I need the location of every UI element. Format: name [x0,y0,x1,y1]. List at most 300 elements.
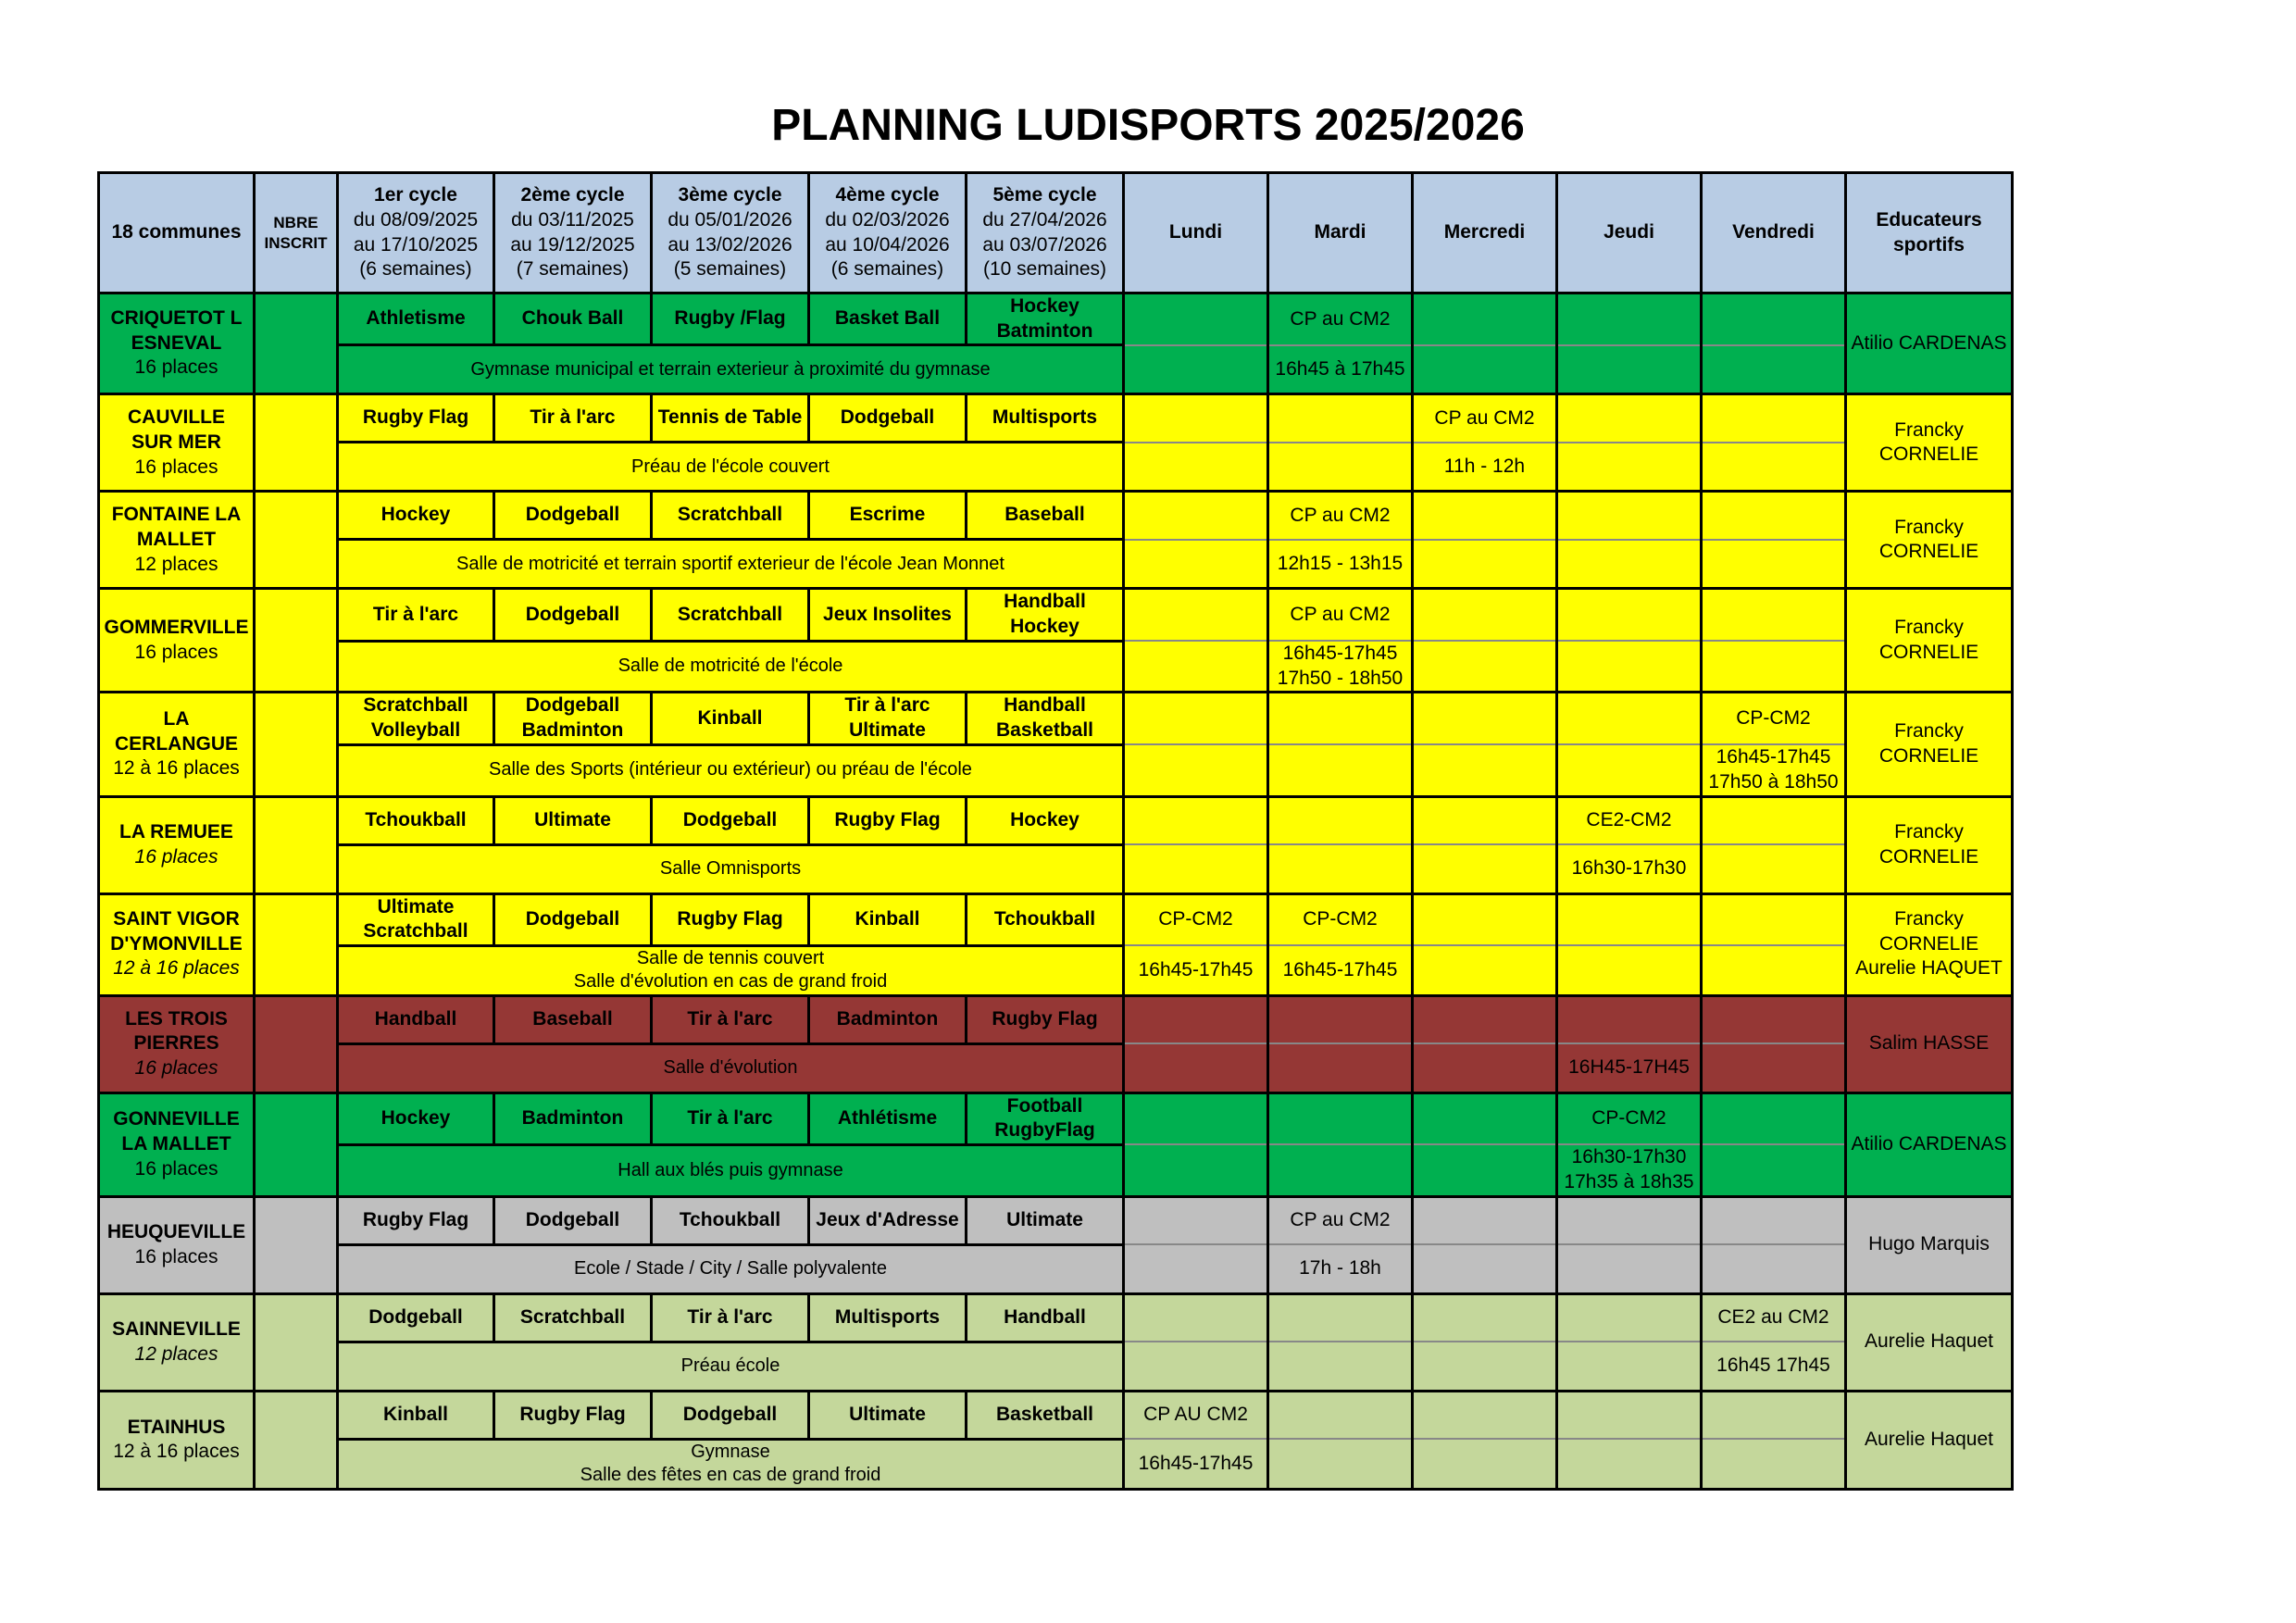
activity-name: Rugby Flag [362,1208,469,1230]
day-slot-time [1124,1342,1268,1391]
slot-level: CP AU CM2 [1143,1404,1248,1426]
activity-cell [494,293,652,345]
activity-cell [652,1092,809,1144]
header-educators-line: Educateurs [1876,208,1982,231]
day-slot-time [1557,744,1702,796]
commune-cell [99,1293,255,1391]
nbre-inscrit-cell [255,995,338,1092]
activity-name: Rugby Flag [992,1007,1098,1030]
nbre-inscrit-cell [255,693,338,796]
day-slot-time [1557,1342,1702,1391]
day-slot-level [1557,1391,1702,1439]
activity-name: Scratchball [363,920,468,943]
header-cycle [338,173,494,293]
day-slot-level [1413,1391,1557,1439]
day-slot-time [1702,945,1846,995]
day-slot-time [1268,1342,1413,1391]
commune-places: 16 places [134,456,218,478]
activity-cell [338,796,494,844]
commune-places: 12 places [134,553,218,575]
commune-name: SAINNEVILLE [112,1318,241,1341]
slot-time: 17h35 à 18h35 [1564,1171,1694,1193]
activity-cell [338,995,494,1043]
activity-name: Batminton [996,319,1093,342]
day-slot-level [1124,1391,1268,1439]
commune-places: 12 à 16 places [113,757,240,780]
commune-cell [99,893,255,995]
day-slot-time [1124,744,1268,796]
activity-name: Kinball [382,1403,448,1425]
commune-row [99,1391,2013,1439]
activity-name: Tennis de Table [657,406,803,429]
commune-row [99,394,2013,443]
activity-cell [652,893,809,945]
activity-cell [494,796,652,844]
slot-level: CP au CM2 [1290,603,1391,625]
slot-time: 16h30-17h30 [1571,1146,1687,1168]
day-slot-time [1268,1439,1413,1489]
educator-name: Francky [1894,516,1964,538]
activity-name: Volleyball [370,719,461,742]
day-slot-time [1557,540,1702,589]
header-educators [1846,173,2013,293]
day-slot-time [1268,345,1413,394]
day-slot-time [1413,844,1557,893]
activity-cell [652,693,809,744]
commune-places: 16 places [134,845,218,868]
venue-cell [338,443,1124,492]
day-slot-time [1702,443,1846,492]
educator-cell [1846,293,2013,394]
day-slot-time [1702,1439,1846,1489]
day-slot-time [1124,1244,1268,1293]
activity-name: Hockey [1010,295,1079,317]
activity-name: Jeux d'Adresse [816,1208,959,1230]
day-slot-time [1124,641,1268,693]
educator-name: Francky [1894,418,1964,441]
day-slot-time [1413,945,1557,995]
activity-cell [809,995,967,1043]
day-slot-level [1268,693,1413,744]
activity-name: Tir à l'arc [844,694,930,717]
activity-cell [494,1092,652,1144]
activity-name: Rugby Flag [677,907,783,930]
header-cycle [967,173,1124,293]
day-slot-time [1124,540,1268,589]
activity-cell [494,394,652,443]
activity-name: Dodgeball [368,1305,463,1328]
day-slot-time [1557,1043,1702,1092]
activity-name: Baseball [532,1007,613,1030]
venue-cell [338,641,1124,693]
activity-name: Rugby Flag [834,808,941,830]
activity-cell [809,1092,967,1144]
activity-name: Kinball [697,706,763,729]
day-slot-time [1413,345,1557,394]
day-slot-level [1124,995,1268,1043]
cycle-weeks: (7 semaines) [516,258,630,281]
commune-cell [99,394,255,492]
venue-line: Gymnase [691,1441,770,1462]
commune-cell [99,1196,255,1293]
slot-time: 16h45-17h45 [1282,643,1398,665]
activity-name: Tir à l'arc [687,1007,773,1030]
day-slot-level [1557,693,1702,744]
commune-row [99,1293,2013,1342]
day-slot-level [1413,893,1557,945]
activity-cell [338,1391,494,1439]
planning-table [97,171,2014,1491]
activity-name: Athlétisme [837,1106,938,1129]
commune-name: GOMMERVILLE [104,617,249,639]
slot-level: CP-CM2 [1158,908,1233,930]
activity-name: Multisports [834,1305,941,1328]
educator-name: CORNELIE [1878,443,1979,466]
commune-venue-row [99,540,2013,589]
activity-name: Hockey [1010,615,1079,637]
day-slot-level [1268,1196,1413,1244]
activity-name: Badminton [521,719,624,742]
activity-cell [494,1391,652,1439]
venue-line: Salle des Sports (intérieur ou extérieur) ou préau de l'école [489,759,972,780]
activity-name: Escrime [849,504,926,526]
cycle-from: du 08/09/2025 [353,208,479,231]
activity-name: Kinball [855,907,920,930]
slot-time: 16h45 17h45 [1716,1355,1830,1377]
commune-name: HEUQUEVILLE [106,1221,246,1243]
venue-line: Salle de motricité de l'école [618,655,843,677]
educator-name: CORNELIE [1878,541,1979,563]
educator-name: CORNELIE [1878,932,1979,955]
day-slot-level [1557,589,1702,641]
day-slot-time [1557,641,1702,693]
slot-time: 17h50 - 18h50 [1277,667,1404,689]
header-day: Jeudi [1557,173,1702,293]
educator-cell [1846,796,2013,893]
commune-venue-row [99,641,2013,693]
commune-row [99,1196,2013,1244]
activity-name: Scratchball [363,694,468,717]
commune-name: PIERRES [133,1032,219,1055]
educator-cell [1846,995,2013,1092]
activity-cell [494,1293,652,1342]
day-slot-time [1413,1439,1557,1489]
day-slot-time [1124,1439,1268,1489]
day-slot-level [1413,995,1557,1043]
educator-cell [1846,893,2013,995]
day-slot-time [1413,443,1557,492]
venue-cell [338,540,1124,589]
slot-time: 16h45-17h45 [1138,1452,1254,1474]
educator-name: Francky [1894,617,1964,639]
day-slot-level [1557,293,1702,345]
day-slot-time [1124,945,1268,995]
activity-cell [809,1293,967,1342]
day-slot-level [1413,492,1557,540]
day-slot-time [1268,945,1413,995]
commune-cell [99,1092,255,1196]
commune-row [99,693,2013,744]
educator-name: Atilio CARDENAS [1851,331,2007,354]
nbre-inscrit-cell [255,293,338,394]
activity-cell [494,492,652,540]
day-slot-time [1268,641,1413,693]
page-title: PLANNING LUDISPORTS 2025/2026 [771,101,1525,150]
day-slot-level [1702,394,1846,443]
day-slot-time [1268,1244,1413,1293]
header-communes: 18 communes [99,173,255,293]
slot-time: 16h45-17h45 [1716,746,1831,768]
educator-name: Francky [1894,720,1964,743]
cycle-from: du 03/11/2025 [511,208,634,231]
activity-name: Tchoukball [365,808,467,830]
commune-places: 12 à 16 places [113,957,240,980]
day-slot-time [1124,1043,1268,1092]
header-row [99,173,2013,293]
nbre-inscrit-cell [255,1391,338,1489]
commune-venue-row [99,1439,2013,1489]
activity-name: Hockey [381,504,451,526]
activity-cell [809,1391,967,1439]
venue-line: Ecole / Stade / City / Salle polyvalente [574,1258,887,1280]
day-slot-time [1702,540,1846,589]
activity-cell [967,589,1124,641]
venue-line: Salle de motricité et terrain sportif exterieur de l'école Jean Monnet [456,553,1004,574]
day-slot-level [1124,293,1268,345]
commune-places: 16 places [134,1245,218,1267]
day-slot-level [1702,492,1846,540]
activity-cell [652,1293,809,1342]
activity-cell [338,893,494,945]
day-slot-time [1413,641,1557,693]
slot-level: CP au CM2 [1434,406,1535,429]
activity-cell [652,1391,809,1439]
day-slot-time [1413,1144,1557,1196]
day-slot-level [1557,394,1702,443]
day-slot-level [1124,796,1268,844]
activity-cell [652,492,809,540]
activity-name: Dodgeball [525,694,620,717]
day-slot-time [1702,1043,1846,1092]
educator-cell [1846,394,2013,492]
commune-venue-row [99,443,2013,492]
activity-cell [809,293,967,345]
nbre-inscrit-cell [255,1196,338,1293]
commune-name: LA MALLET [121,1132,231,1155]
slot-time: 17h - 18h [1299,1257,1381,1280]
commune-name: GONNEVILLE [113,1108,240,1130]
day-slot-time [1557,345,1702,394]
venue-cell [338,744,1124,796]
commune-name: LA [163,708,190,730]
commune-cell [99,293,255,394]
day-slot-level [1413,693,1557,744]
venue-line: Hall aux blés puis gymnase [618,1159,843,1180]
activity-cell [338,293,494,345]
commune-places: 16 places [134,641,218,663]
day-slot-time [1702,641,1846,693]
day-slot-level [1124,589,1268,641]
commune-venue-row [99,844,2013,893]
activity-cell [338,1196,494,1244]
activity-name: Ultimate [849,1403,926,1425]
day-slot-level [1124,1196,1268,1244]
header-cycle [494,173,652,293]
activity-cell [967,1196,1124,1244]
cycle-name: 3ème cycle [678,184,782,206]
commune-name: LA REMUEE [119,820,233,843]
activity-name: Hockey [381,1106,451,1129]
day-slot-time [1413,1342,1557,1391]
day-slot-time [1268,1144,1413,1196]
activity-cell [967,693,1124,744]
day-slot-level [1557,796,1702,844]
day-slot-time [1702,1244,1846,1293]
activity-cell [338,1293,494,1342]
activity-name: Rugby Flag [519,1403,626,1425]
educator-cell [1846,589,2013,693]
activity-cell [967,995,1124,1043]
commune-row [99,796,2013,844]
slot-time: 16h30-17h30 [1571,856,1687,879]
day-slot-level [1413,1092,1557,1144]
venue-line: Préau école [680,1355,780,1377]
slot-level: CP-CM2 [1591,1107,1666,1130]
activity-name: Athletisme [366,307,466,330]
activity-cell [809,492,967,540]
slot-time: 12h15 - 13h15 [1277,552,1404,574]
planning-table-container [97,171,2011,1491]
header-nbre-line: INSCRIT [264,233,328,252]
day-slot-level [1268,995,1413,1043]
day-slot-level [1702,293,1846,345]
activity-cell [809,893,967,945]
day-slot-level [1124,893,1268,945]
day-slot-time [1557,945,1702,995]
day-slot-level [1557,893,1702,945]
day-slot-time [1702,345,1846,394]
commune-cell [99,589,255,693]
activity-name: Ultimate [1006,1208,1083,1230]
activity-name: Tir à l'arc [530,406,616,429]
day-slot-level [1268,796,1413,844]
cycle-weeks: (5 semaines) [673,258,787,281]
day-slot-level [1268,893,1413,945]
commune-name: SUR MER [131,431,221,453]
commune-venue-row [99,1144,2013,1196]
activity-name: Dodgeball [525,1208,620,1230]
activity-cell [338,1092,494,1144]
day-slot-level [1702,1092,1846,1144]
activity-name: Dodgeball [525,907,620,930]
day-slot-level [1124,1293,1268,1342]
day-slot-level [1702,995,1846,1043]
commune-venue-row [99,1342,2013,1391]
day-slot-level [1702,1391,1846,1439]
educator-name: CORNELIE [1878,745,1979,767]
day-slot-level [1702,589,1846,641]
day-slot-time [1413,1043,1557,1092]
activity-cell [809,693,967,744]
day-slot-level [1557,1092,1702,1144]
activity-name: Jeux Insolites [823,603,952,625]
day-slot-level [1268,589,1413,641]
venue-line: Salle d'évolution en cas de grand froid [573,971,888,993]
day-slot-level [1702,796,1846,844]
activity-cell [652,394,809,443]
slot-time: 16h45-17h45 [1282,958,1398,980]
day-slot-time [1413,540,1557,589]
day-slot-time [1268,744,1413,796]
day-slot-level [1268,1092,1413,1144]
commune-row [99,492,2013,540]
nbre-inscrit-cell [255,589,338,693]
header-educators-line: sportifs [1892,233,1965,256]
day-slot-level [1702,1196,1846,1244]
commune-name: CRIQUETOT L [110,307,243,330]
day-slot-time [1557,1144,1702,1196]
educator-name: Francky [1894,820,1964,843]
day-slot-level [1413,589,1557,641]
header-day: Lundi [1124,173,1268,293]
commune-row [99,995,2013,1043]
day-slot-level [1124,1092,1268,1144]
day-slot-time [1413,744,1557,796]
slot-level: CP au CM2 [1290,307,1391,330]
commune-name: ETAINHUS [127,1416,226,1438]
activity-name: Basket Ball [834,307,941,330]
header-cycle [809,173,967,293]
venue-cell [338,844,1124,893]
cycle-from: du 02/03/2026 [825,208,950,231]
commune-cell [99,995,255,1092]
educator-name: Aurelie Haquet [1865,1428,1993,1450]
nbre-inscrit-cell [255,1293,338,1391]
day-slot-level [1557,995,1702,1043]
activity-name: Baseball [1004,504,1085,526]
commune-row [99,589,2013,641]
commune-places: 16 places [134,1056,218,1079]
day-slot-level [1268,1391,1413,1439]
activity-cell [967,1391,1124,1439]
commune-name: ESNEVAL [131,331,222,354]
day-slot-time [1413,1244,1557,1293]
cycle-to: au 19/12/2025 [510,233,635,256]
educator-name: Aurelie Haquet [1865,1330,1993,1353]
activity-name: Ultimate [377,895,455,918]
activity-name: Football [1006,1094,1083,1117]
activity-name: Tchoukball [993,907,1096,930]
activity-cell [967,293,1124,345]
header-day: Mardi [1268,173,1413,293]
educator-name: Atilio CARDENAS [1851,1132,2007,1155]
commune-name: D'YMONVILLE [110,932,243,955]
commune-venue-row [99,744,2013,796]
activity-name: Dodgeball [525,504,620,526]
activity-name: Tir à l'arc [687,1305,773,1328]
educator-cell [1846,1196,2013,1293]
cycle-name: 1er cycle [374,184,457,206]
cycle-to: au 17/10/2025 [353,233,479,256]
slot-time: 16H45-17H45 [1568,1056,1690,1079]
day-slot-time [1557,1439,1702,1489]
activity-name: Scratchball [519,1305,626,1328]
commune-name: FONTAINE LA [111,504,242,526]
activity-cell [652,589,809,641]
activity-name: Tchoukball [679,1208,781,1230]
activity-cell [967,492,1124,540]
day-slot-level [1268,492,1413,540]
